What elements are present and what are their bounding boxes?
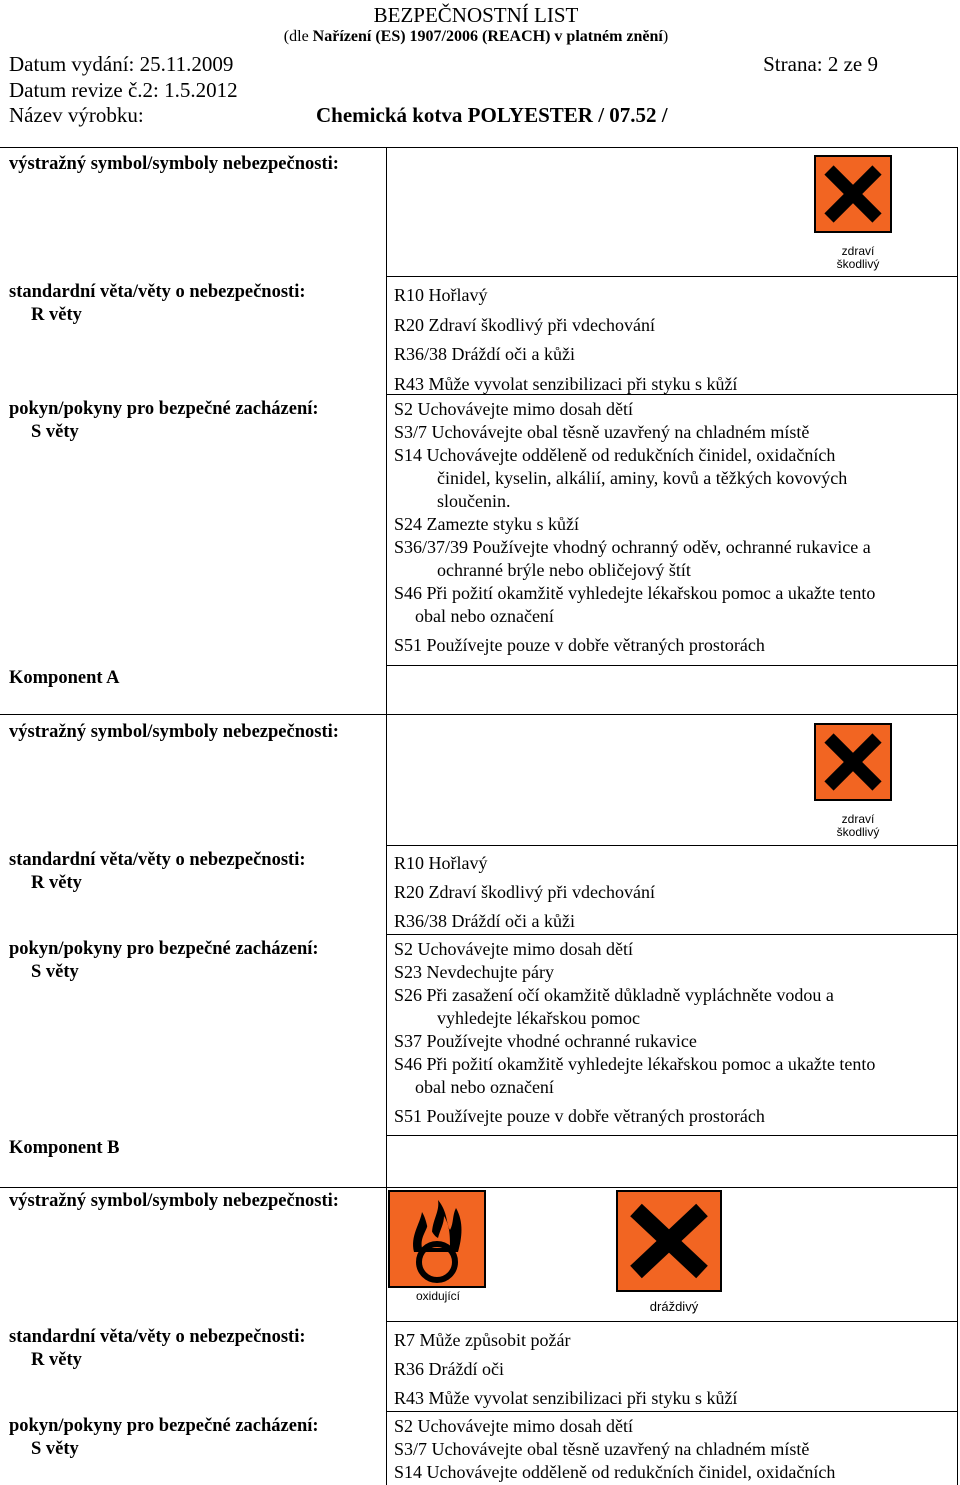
component-heading: Komponent B [9, 1138, 120, 1158]
regulation-reference: (dle Nařízení (ES) 1907/2006 (REACH) v platném znění) [283, 28, 669, 45]
s-sentence-continued: sloučenin. [437, 491, 511, 511]
r-sentences-list [394, 281, 737, 399]
oxidizing-flame-icon [388, 1190, 500, 1294]
r-sentence: R36 Dráždí oči [394, 1359, 504, 1379]
document-title: BEZPEČNOSTNÍ LIST [373, 3, 579, 27]
pictogram-caption: zdraví [841, 244, 875, 258]
s-sentence: S37 Používejte vhodné ochranné rukavice [394, 1031, 697, 1051]
pictogram-caption: škodlivý [836, 257, 880, 271]
s-sentence: S3/7 Uchovávejte obal těsně uzavřený na chladném místě [394, 1439, 810, 1459]
s-sentence-continued: ochranné brýle nebo obličejový štít [437, 560, 691, 580]
s-sentence: S51 Používejte pouze v dobře větraných prostorách [394, 1106, 765, 1126]
s-sentences-label: pokyn/pokyny pro bezpečné zacházení: S věty [9, 939, 319, 982]
s-sentence: S51 Používejte pouze v dobře větraných prostorách [394, 635, 765, 655]
r-sentence: R20 Zdraví škodlivý při vdechování [394, 882, 655, 902]
s-sentence: S24 Zamezte styku s kůží [394, 514, 579, 534]
column-divider [386, 148, 387, 1485]
product-label: Název výrobku: [9, 103, 144, 127]
pictogram-caption: oxidující [415, 1289, 461, 1303]
s-sentences-label: pokyn/pokyny pro bezpečné zacházení: S věty [9, 1416, 319, 1459]
s-sentence: S26 Při zasažení očí okamžitě důkladně vypláchněte vodou a [394, 985, 834, 1005]
r-sentences-label: standardní věta/věty o nebezpečnosti: R věty [9, 1327, 306, 1370]
s-sentence: S46 Při požití okamžitě vyhledejte lékařskou pomoc a ukažte tento [394, 583, 876, 603]
r-sentence: R43 Může vyvolat senzibilizaci při styku s kůží [394, 1388, 738, 1408]
issue-date: Datum vydání: 25.11.2009 [9, 52, 234, 76]
page-number: Strana: 2 ze 9 [763, 52, 878, 76]
symbols-label: výstražný symbol/symboly nebezpečnosti: [9, 1191, 339, 1211]
symbols-label: výstražný symbol/symboly nebezpečnosti: [9, 154, 339, 174]
row-divider [386, 845, 958, 846]
right-border [957, 148, 958, 1485]
s-sentence: S2 Uchovávejte mimo dosah dětí [394, 399, 633, 419]
component-heading: Komponent A [9, 668, 120, 688]
header-rule [0, 147, 958, 148]
row-divider [386, 276, 958, 277]
r-sentence: R10 Hořlavý [394, 853, 488, 873]
section-divider [0, 714, 958, 715]
s-sentence: S23 Nevdechujte páry [394, 962, 554, 982]
r-sentence: R20 Zdraví škodlivý při vdechování [394, 314, 655, 335]
s-sentences-label: pokyn/pokyny pro bezpečné zacházení: S věty [9, 399, 319, 442]
s-sentence: S3/7 Uchovávejte obal těsně uzavřený na chladném místě [394, 422, 810, 442]
s-sentence: S2 Uchovávejte mimo dosah dětí [394, 1416, 633, 1436]
r-sentence: R10 Hořlavý [394, 285, 488, 305]
s-sentence-continued: činidel, kyselin, alkálií, aminy, kovů a těžkých kovových [437, 468, 848, 488]
hazard-pictogram [808, 722, 898, 844]
row-divider [386, 1321, 958, 1322]
section-divider [0, 1187, 958, 1188]
s-sentences-list [394, 398, 875, 657]
s-sentence-continued: obal nebo označení [415, 1077, 554, 1097]
s-sentence: S46 Při požití okamžitě vyhledejte lékařskou pomoc a ukažte tento [394, 1054, 876, 1074]
irritant-x-icon [614, 1190, 724, 1302]
r-sentence: R36/38 Dráždí oči a kůži [394, 911, 575, 931]
s-sentence: S2 Uchovávejte mimo dosah dětí [394, 939, 633, 959]
r-sentence: R7 Může způsobit požár [394, 1330, 571, 1350]
s-sentence-continued: obal nebo označení [415, 606, 554, 626]
row-divider [386, 1135, 958, 1136]
r-sentences-label: standardní věta/věty o nebezpečnosti: R věty [9, 282, 306, 325]
hazard-pictogram [808, 154, 898, 276]
s-sentence-continued: vyhledejte lékařskou pomoc [437, 1008, 640, 1028]
pictogram-caption: zdraví [841, 812, 875, 826]
r-sentences-list [394, 849, 655, 936]
symbols-label: výstražný symbol/symboly nebezpečnosti: [9, 722, 339, 742]
s-sentence: S14 Uchovávejte odděleně od redukčních činidel, oxidačních [394, 445, 836, 465]
product-name: Chemická kotva POLYESTER / 07.52 / [316, 103, 668, 127]
r-sentence: R43 Může vyvolat senzibilizaci při styku s kůží [394, 373, 738, 394]
r-sentences-list [394, 1326, 737, 1413]
s-sentence: S14 Uchovávejte odděleně od redukčních činidel, oxidačních [394, 1462, 836, 1482]
r-sentences-label: standardní věta/věty o nebezpečnosti: R věty [9, 850, 306, 893]
row-divider [386, 665, 958, 666]
s-sentence: S36/37/39 Používejte vhodný ochranný oděv, ochranné rukavice a [394, 537, 871, 557]
r-sentence: R36/38 Dráždí oči a kůži [394, 344, 575, 364]
s-sentences-list [394, 1415, 835, 1484]
revision-date: Datum revize č.2: 1.5.2012 [9, 78, 238, 102]
hazard-pictogram [614, 1190, 724, 1320]
pictogram-caption: škodlivý [836, 825, 880, 839]
s-sentences-list [394, 938, 875, 1128]
pictogram-caption: dráždivý [649, 1299, 699, 1314]
hazard-pictogram [388, 1190, 500, 1312]
